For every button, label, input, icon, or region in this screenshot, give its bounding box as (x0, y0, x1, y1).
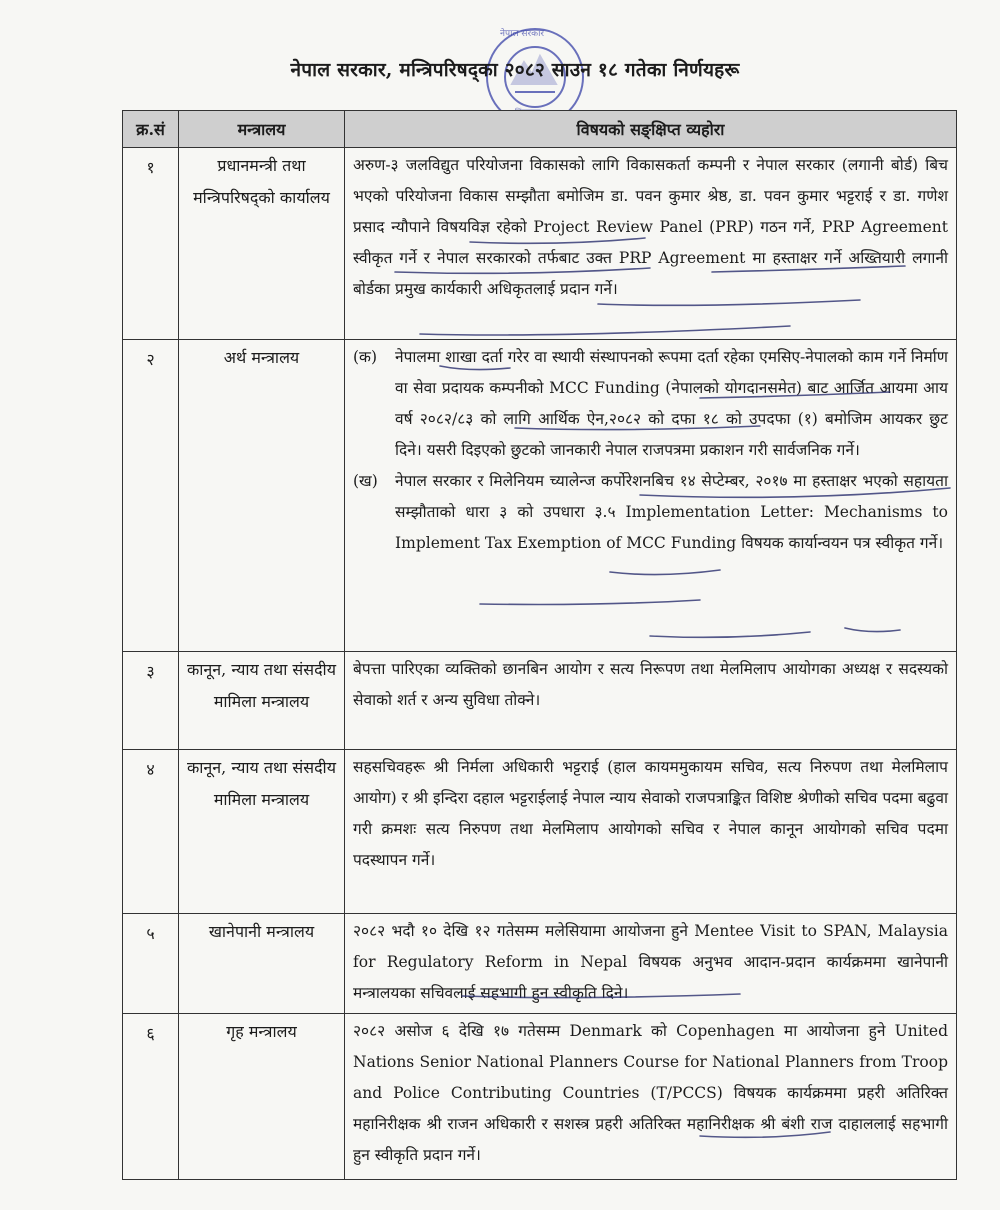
row-sn: २ (123, 340, 179, 652)
row-sn: ५ (123, 914, 179, 1014)
seal-label-top: नेपाल सरकार (500, 29, 545, 39)
header-sn: क्र.सं (123, 111, 179, 148)
table-row (123, 1014, 957, 1180)
sub-item-a-label: (क) (353, 348, 377, 366)
row-ministry: प्रधानमन्त्री तथा मन्त्रिपरिषद्को कार्यालय (179, 148, 345, 340)
header-ministry: मन्त्रालय (179, 111, 345, 148)
row-ministry: अर्थ मन्त्रालय (179, 340, 345, 652)
sub-item-a-text: नेपालमा शाखा दर्ता गरेर वा स्थायी संस्थापनको रूपमा दर्ता रहेका एमसिए-नेपालको काम गर्ने निर्माण वा सेवा प्रदायक कम्पनीको MCC Funding (नेपालको योगदानसमेत) बाट आर्जित आयमा आय वर्ष २०८२/८३ को लागि आर्थिक ऐन,२०८२ को दफा १८ को उपदफा (१) बमोजिम आयकर छुट दिने। यसरी दिइएको छुटको जानकारी नेपाल राजपत्रमा प्रकाशन गरी सार्वजनिक गर्ने। (395, 348, 948, 459)
table-row (123, 750, 957, 914)
table-row (123, 340, 957, 652)
row-ministry: खानेपानी मन्त्रालय (179, 914, 345, 1014)
row-summary: सहसचिवहरू श्री निर्मला अधिकारी भट्टराई (हाल कायममुकायम सचिव, सत्य निरुपण तथा मेलमिलाप आयोग) र श्री इन्दिरा दहाल भट्टराईलाई नेपाल न्याय सेवाको राजपत्राङ्कित विशिष्ट श्रेणीको सचिव पदमा बढुवा गरी क्रमशः सत्य निरुपण तथा मेलमिलाप आयोगको सचिव र नेपाल कानून आयोगको सचिव पदमा पदस्थापन गर्ने। (345, 750, 957, 914)
row-ministry: कानून, न्याय तथा संसदीय मामिला मन्त्रालय (179, 750, 345, 914)
row-summary: बेपत्ता पारिएका व्यक्तिको छानबिन आयोग र सत्य निरूपण तथा मेलमिलाप आयोगका अध्यक्ष र सदस्यको सेवाको शर्त र अन्य सुविधा तोक्ने। (345, 652, 957, 750)
sub-item-b-text: नेपाल सरकार र मिलेनियम च्यालेन्ज कर्पोरेशनबिच १४ सेप्टेम्बर, २०१७ मा हस्ताक्षर भएको सहायता सम्झौताको धारा ३ को उपधारा ३.५ Implementation Letter: Mechanisms to Implement Tax Exemption of MCC Funding विषयक कार्यान्वयन पत्र स्वीकृत गर्ने। (395, 472, 948, 552)
table-header-row (123, 111, 957, 148)
row-summary: अरुण-३ जलविद्युत परियोजना विकासको लागि विकासकर्ता कम्पनी र नेपाल सरकार (लगानी बोर्ड) बिच भएको परियोजना विकास सम्झौता बमोजिम डा. पवन कुमार श्रेष्ठ, डा. पवन कुमार भट्टराई र डा. गणेश प्रसाद न्यौपाने विषयविज्ञ रहेको Project Review Panel (PRP) गठन गर्ने, PRP Agreement स्वीकृत गर्ने र नेपाल सरकारको तर्फबाट उक्त PRP Agreement मा हस्ताक्षर गर्ने अख्तियारी लगानी बोर्डका प्रमुख कार्यकारी अधिकृतलाई प्रदान गर्ने। (345, 148, 957, 340)
row-summary (345, 340, 957, 652)
page-title: नेपाल सरकार, मन्त्रिपरिषद्का २०८२ साउन १८ गतेका निर्णयहरू (290, 59, 740, 81)
table-row (123, 148, 957, 340)
row-ministry: गृह मन्त्रालय (179, 1014, 345, 1180)
row-sn: १ (123, 148, 179, 340)
decisions-table (122, 110, 957, 1180)
sub-item-b (353, 466, 948, 559)
table-row (123, 652, 957, 750)
row-summary: २०८२ भदौ १० देखि १२ गतेसम्म मलेसियामा आयोजना हुने Mentee Visit to SPAN, Malaysia for Regulatory Reform in Nepal विषयक अनुभव आदान-प्रदान कार्यक्रममा खानेपानी मन्त्रालयका सचिवलाई सहभागी हुन स्वीकृति दिने। (345, 914, 957, 1014)
sub-item-b-label: (ख) (353, 472, 378, 490)
header-summary: विषयको सङ्क्षिप्त व्यहोरा (345, 111, 957, 148)
row-summary: २०८२ असोज ६ देखि १७ गतेसम्म Denmark को Copenhagen मा आयोजना हुने United Nations Senior National Planners Course for National Planners from Troop and Police Contributing Countries (T/PCCS) विषयक कार्यक्रममा प्रहरी अतिरिक्त महानिरीक्षक श्री राजन अधिकारी र सशस्त्र प्रहरी अतिरिक्त महानिरीक्षक श्री बंशी राज दाहाललाई सहभागी हुन स्वीकृति प्रदान गर्ने। (345, 1014, 957, 1180)
row-ministry: कानून, न्याय तथा संसदीय मामिला मन्त्रालय (179, 652, 345, 750)
row-sn: ६ (123, 1014, 179, 1180)
sub-item-a (353, 342, 948, 466)
row-sn: ४ (123, 750, 179, 914)
row-sn: ३ (123, 652, 179, 750)
table-row (123, 914, 957, 1014)
